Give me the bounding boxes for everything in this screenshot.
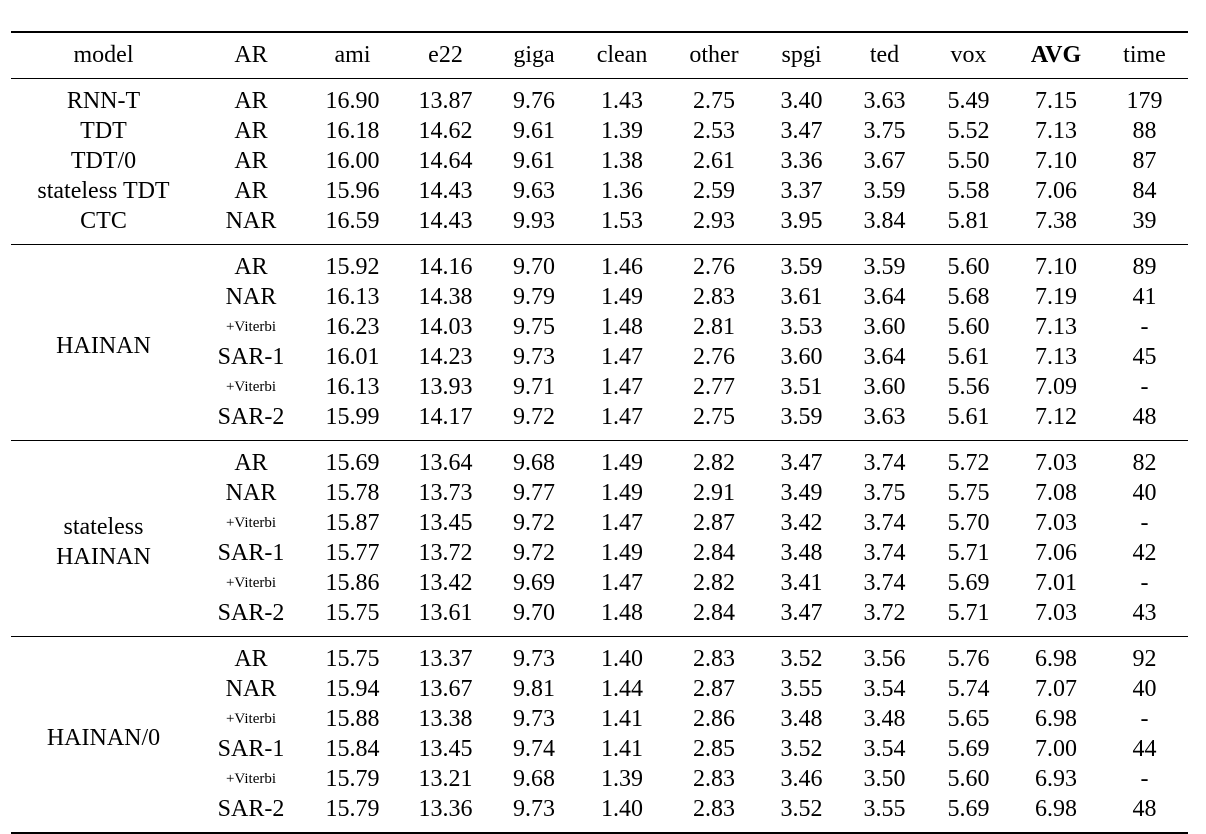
value-cell-spgi: 3.53	[780, 314, 823, 340]
value-cell-ted: 3.64	[863, 284, 906, 310]
value-cell-clean: 1.39	[601, 766, 643, 792]
results-table	[11, 31, 1188, 834]
value-cell-time: 48	[1132, 404, 1157, 430]
value-cell-giga: 9.73	[513, 344, 555, 370]
value-cell-other: 2.76	[693, 254, 735, 280]
row-group	[11, 79, 1188, 245]
value-cell-e22: 14.16	[418, 254, 473, 280]
value-cell-time: 45	[1132, 344, 1157, 370]
value-cell-avg: 7.06	[1035, 540, 1077, 566]
decoding-mode-cell: +Viterbi	[225, 575, 277, 591]
header-other: other	[668, 32, 760, 79]
value-cell-ami: 16.01	[325, 344, 380, 370]
value-cell-vox: 5.75	[947, 480, 990, 506]
value-cell-other: 2.76	[693, 344, 735, 370]
value-cell-giga: 9.81	[513, 676, 555, 702]
value-cell-spgi: 3.47	[780, 450, 823, 476]
value-cell-spgi: 3.42	[780, 510, 823, 536]
decoding-mode-cell: SAR-2	[217, 404, 285, 430]
value-cell-time: 92	[1132, 646, 1157, 672]
value-cell-ami: 15.77	[325, 540, 380, 566]
value-cell-spgi: 3.95	[780, 208, 823, 234]
value-cell-e22: 13.64	[418, 450, 473, 476]
table-row	[11, 176, 1188, 206]
value-cell-ted: 3.60	[863, 314, 906, 340]
value-cell-avg: 7.13	[1035, 344, 1077, 370]
value-cell-spgi: 3.37	[780, 178, 823, 204]
value-cell-ted: 3.75	[863, 118, 906, 144]
value-cell-ami: 15.92	[325, 254, 380, 280]
value-cell-time: 84	[1132, 178, 1157, 204]
value-cell-e22: 14.64	[418, 148, 473, 174]
header-ar: AR	[196, 32, 306, 79]
decoding-mode-cell: AR	[234, 178, 268, 204]
header-e22: e22	[399, 32, 492, 79]
value-cell-ami: 16.00	[325, 148, 380, 174]
value-cell-e22: 13.38	[418, 706, 473, 732]
value-cell-ted: 3.54	[863, 736, 906, 762]
value-cell-time: 43	[1132, 600, 1157, 626]
value-cell-avg: 7.12	[1035, 404, 1077, 430]
value-cell-e22: 13.42	[418, 570, 473, 596]
value-cell-ted: 3.56	[863, 646, 906, 672]
value-cell-avg: 6.93	[1035, 766, 1077, 792]
model-name-cell: TDT/0	[70, 148, 137, 174]
value-cell-vox: 5.58	[947, 178, 990, 204]
value-cell-clean: 1.40	[601, 796, 643, 822]
header-spgi: spgi	[760, 32, 843, 79]
value-cell-ami: 16.13	[325, 374, 380, 400]
row-group	[11, 245, 1188, 441]
value-cell-other: 2.82	[693, 450, 735, 476]
value-cell-ted: 3.84	[863, 208, 906, 234]
decoding-mode-cell: +Viterbi	[225, 379, 277, 395]
value-cell-spgi: 3.52	[780, 646, 823, 672]
value-cell-time: -	[1140, 314, 1149, 340]
value-cell-ted: 3.50	[863, 766, 906, 792]
value-cell-avg: 7.10	[1035, 148, 1077, 174]
value-cell-ami: 15.75	[325, 600, 380, 626]
value-cell-other: 2.84	[693, 540, 735, 566]
decoding-mode-cell: NAR	[225, 208, 277, 234]
value-cell-clean: 1.40	[601, 646, 643, 672]
value-cell-ami: 15.87	[325, 510, 380, 536]
table-row	[11, 206, 1188, 245]
value-cell-giga: 9.70	[513, 600, 555, 626]
value-cell-ted: 3.59	[863, 254, 906, 280]
value-cell-time: -	[1140, 374, 1149, 400]
value-cell-other: 2.83	[693, 646, 735, 672]
value-cell-vox: 5.72	[947, 450, 990, 476]
value-cell-spgi: 3.46	[780, 766, 823, 792]
value-cell-clean: 1.47	[601, 374, 643, 400]
value-cell-giga: 9.77	[513, 480, 555, 506]
value-cell-vox: 5.61	[947, 344, 990, 370]
value-cell-avg: 6.98	[1035, 706, 1077, 732]
value-cell-ted: 3.64	[863, 344, 906, 370]
value-cell-spgi: 3.47	[780, 118, 823, 144]
value-cell-clean: 1.49	[601, 540, 643, 566]
value-cell-ted: 3.74	[863, 450, 906, 476]
value-cell-giga: 9.69	[513, 570, 555, 596]
table-row	[11, 79, 1188, 117]
table-row	[11, 116, 1188, 146]
table-row	[11, 441, 1188, 479]
model-name-cell: stateless TDT	[37, 178, 170, 204]
value-cell-ted: 3.74	[863, 540, 906, 566]
model-name-cell: CTC	[80, 208, 127, 234]
value-cell-spgi: 3.52	[780, 796, 823, 822]
value-cell-spgi: 3.40	[780, 88, 823, 114]
value-cell-e22: 13.36	[418, 796, 473, 822]
value-cell-giga: 9.72	[513, 540, 555, 566]
value-cell-vox: 5.76	[947, 646, 990, 672]
header-model: model	[11, 32, 196, 79]
decoding-mode-cell: +Viterbi	[225, 515, 277, 531]
value-cell-giga: 9.68	[513, 766, 555, 792]
value-cell-vox: 5.56	[947, 374, 990, 400]
value-cell-e22: 13.45	[418, 736, 473, 762]
value-cell-time: 179	[1126, 88, 1163, 114]
decoding-mode-cell: SAR-1	[217, 344, 285, 370]
value-cell-time: -	[1140, 570, 1149, 596]
decoding-mode-cell: AR	[234, 646, 268, 672]
value-cell-e22: 14.23	[418, 344, 473, 370]
decoding-mode-cell: +Viterbi	[225, 771, 277, 787]
value-cell-spgi: 3.51	[780, 374, 823, 400]
decoding-mode-cell: AR	[234, 118, 268, 144]
value-cell-giga: 9.75	[513, 314, 555, 340]
header-avg: AVG	[1011, 32, 1101, 79]
value-cell-other: 2.86	[693, 706, 735, 732]
value-cell-ami: 15.84	[325, 736, 380, 762]
value-cell-vox: 5.50	[947, 148, 990, 174]
value-cell-spgi: 3.49	[780, 480, 823, 506]
value-cell-giga: 9.61	[513, 118, 555, 144]
value-cell-ted: 3.59	[863, 178, 906, 204]
value-cell-clean: 1.47	[601, 404, 643, 430]
value-cell-avg: 7.09	[1035, 374, 1077, 400]
value-cell-vox: 5.71	[947, 600, 990, 626]
value-cell-other: 2.93	[693, 208, 735, 234]
value-cell-spgi: 3.59	[780, 404, 823, 430]
value-cell-clean: 1.36	[601, 178, 643, 204]
value-cell-clean: 1.44	[601, 676, 643, 702]
value-cell-giga: 9.70	[513, 254, 555, 280]
value-cell-avg: 7.10	[1035, 254, 1077, 280]
table-row	[11, 245, 1188, 283]
value-cell-other: 2.87	[693, 676, 735, 702]
value-cell-avg: 6.98	[1035, 646, 1077, 672]
value-cell-giga: 9.76	[513, 88, 555, 114]
value-cell-vox: 5.52	[947, 118, 990, 144]
value-cell-e22: 14.43	[418, 208, 473, 234]
value-cell-other: 2.83	[693, 284, 735, 310]
value-cell-ami: 15.88	[325, 706, 380, 732]
value-cell-other: 2.82	[693, 570, 735, 596]
value-cell-ami: 15.94	[325, 676, 380, 702]
decoding-mode-cell: SAR-1	[217, 540, 285, 566]
value-cell-other: 2.53	[693, 118, 735, 144]
value-cell-other: 2.75	[693, 88, 735, 114]
value-cell-avg: 7.07	[1035, 676, 1077, 702]
header-vox: vox	[926, 32, 1011, 79]
decoding-mode-cell: AR	[234, 148, 268, 174]
value-cell-e22: 13.45	[418, 510, 473, 536]
value-cell-other: 2.83	[693, 796, 735, 822]
value-cell-time: 44	[1132, 736, 1157, 762]
decoding-mode-cell: +Viterbi	[225, 319, 277, 335]
table-row	[11, 637, 1188, 675]
value-cell-spgi: 3.52	[780, 736, 823, 762]
value-cell-giga: 9.73	[513, 646, 555, 672]
table-header	[11, 32, 1188, 79]
value-cell-e22: 14.38	[418, 284, 473, 310]
value-cell-ted: 3.67	[863, 148, 906, 174]
value-cell-giga: 9.71	[513, 374, 555, 400]
value-cell-time: 88	[1132, 118, 1157, 144]
value-cell-vox: 5.81	[947, 208, 990, 234]
value-cell-clean: 1.49	[601, 450, 643, 476]
value-cell-spgi: 3.59	[780, 254, 823, 280]
value-cell-clean: 1.49	[601, 284, 643, 310]
value-cell-giga: 9.63	[513, 178, 555, 204]
value-cell-e22: 13.21	[418, 766, 473, 792]
value-cell-avg: 7.08	[1035, 480, 1077, 506]
value-cell-ted: 3.74	[863, 570, 906, 596]
model-name-cell: RNN-T	[66, 88, 141, 114]
value-cell-ted: 3.48	[863, 706, 906, 732]
value-cell-avg: 7.38	[1035, 208, 1077, 234]
value-cell-avg: 7.00	[1035, 736, 1077, 762]
model-name-cell: TDT	[80, 118, 127, 144]
value-cell-clean: 1.53	[601, 208, 643, 234]
value-cell-e22: 13.87	[418, 88, 473, 114]
value-cell-e22: 13.37	[418, 646, 473, 672]
value-cell-vox: 5.60	[947, 766, 990, 792]
decoding-mode-cell: NAR	[225, 480, 277, 506]
value-cell-ted: 3.75	[863, 480, 906, 506]
model-name-cell	[11, 441, 196, 637]
header-time: time	[1101, 32, 1188, 79]
value-cell-other: 2.91	[693, 480, 735, 506]
header-ami: ami	[306, 32, 399, 79]
header-giga: giga	[492, 32, 576, 79]
value-cell-e22: 14.17	[418, 404, 473, 430]
value-cell-clean: 1.43	[601, 88, 643, 114]
value-cell-avg: 7.03	[1035, 450, 1077, 476]
value-cell-time: 42	[1132, 540, 1157, 566]
header-row	[11, 32, 1188, 79]
value-cell-avg: 7.06	[1035, 178, 1077, 204]
value-cell-vox: 5.69	[947, 570, 990, 596]
value-cell-clean: 1.41	[601, 736, 643, 762]
model-name-line: HAINAN	[56, 544, 151, 570]
value-cell-time: -	[1140, 706, 1149, 732]
value-cell-giga: 9.73	[513, 706, 555, 732]
value-cell-clean: 1.47	[601, 344, 643, 370]
value-cell-ami: 16.13	[325, 284, 380, 310]
value-cell-avg: 7.13	[1035, 314, 1077, 340]
value-cell-ami: 15.75	[325, 646, 380, 672]
value-cell-avg: 7.19	[1035, 284, 1077, 310]
decoding-mode-cell: AR	[234, 450, 268, 476]
value-cell-ted: 3.63	[863, 404, 906, 430]
value-cell-spgi: 3.48	[780, 706, 823, 732]
value-cell-avg: 7.01	[1035, 570, 1077, 596]
value-cell-ami: 15.99	[325, 404, 380, 430]
value-cell-giga: 9.72	[513, 404, 555, 430]
value-cell-time: -	[1140, 510, 1149, 536]
decoding-mode-cell: AR	[234, 254, 268, 280]
value-cell-giga: 9.93	[513, 208, 555, 234]
value-cell-spgi: 3.55	[780, 676, 823, 702]
value-cell-vox: 5.71	[947, 540, 990, 566]
value-cell-giga: 9.68	[513, 450, 555, 476]
value-cell-ami: 16.18	[325, 118, 380, 144]
value-cell-spgi: 3.41	[780, 570, 823, 596]
value-cell-giga: 9.79	[513, 284, 555, 310]
decoding-mode-cell: NAR	[225, 284, 277, 310]
value-cell-avg: 7.03	[1035, 600, 1077, 626]
value-cell-other: 2.84	[693, 600, 735, 626]
value-cell-avg: 7.03	[1035, 510, 1077, 536]
value-cell-e22: 14.62	[418, 118, 473, 144]
value-cell-time: 89	[1132, 254, 1157, 280]
decoding-mode-cell: SAR-1	[217, 736, 285, 762]
value-cell-other: 2.59	[693, 178, 735, 204]
value-cell-ami: 15.96	[325, 178, 380, 204]
value-cell-vox: 5.74	[947, 676, 990, 702]
value-cell-e22: 13.72	[418, 540, 473, 566]
header-ted: ted	[843, 32, 926, 79]
model-name-line: stateless	[63, 514, 144, 540]
value-cell-vox: 5.68	[947, 284, 990, 310]
value-cell-giga: 9.74	[513, 736, 555, 762]
value-cell-ami: 15.86	[325, 570, 380, 596]
value-cell-avg: 7.15	[1035, 88, 1077, 114]
row-group	[11, 441, 1188, 637]
value-cell-other: 2.83	[693, 766, 735, 792]
value-cell-ami: 16.59	[325, 208, 380, 234]
value-cell-time: 40	[1132, 480, 1157, 506]
value-cell-spgi: 3.47	[780, 600, 823, 626]
value-cell-vox: 5.65	[947, 706, 990, 732]
value-cell-vox: 5.49	[947, 88, 990, 114]
model-name-cell	[11, 637, 196, 834]
value-cell-ami: 15.78	[325, 480, 380, 506]
value-cell-vox: 5.61	[947, 404, 990, 430]
value-cell-e22: 13.67	[418, 676, 473, 702]
value-cell-ted: 3.55	[863, 796, 906, 822]
value-cell-ami: 16.90	[325, 88, 380, 114]
value-cell-e22: 13.73	[418, 480, 473, 506]
value-cell-time: 82	[1132, 450, 1157, 476]
decoding-mode-cell: +Viterbi	[225, 711, 277, 727]
value-cell-time: 41	[1132, 284, 1157, 310]
table-row	[11, 146, 1188, 176]
value-cell-spgi: 3.60	[780, 344, 823, 370]
value-cell-spgi: 3.48	[780, 540, 823, 566]
value-cell-giga: 9.61	[513, 148, 555, 174]
value-cell-avg: 7.13	[1035, 118, 1077, 144]
value-cell-vox: 5.60	[947, 254, 990, 280]
value-cell-spgi: 3.36	[780, 148, 823, 174]
value-cell-ted: 3.72	[863, 600, 906, 626]
value-cell-clean: 1.48	[601, 314, 643, 340]
value-cell-time: 48	[1132, 796, 1157, 822]
value-cell-e22: 14.03	[418, 314, 473, 340]
header-clean: clean	[576, 32, 668, 79]
value-cell-other: 2.85	[693, 736, 735, 762]
value-cell-clean: 1.48	[601, 600, 643, 626]
value-cell-clean: 1.47	[601, 570, 643, 596]
value-cell-ted: 3.60	[863, 374, 906, 400]
value-cell-time: 40	[1132, 676, 1157, 702]
value-cell-vox: 5.70	[947, 510, 990, 536]
value-cell-e22: 13.61	[418, 600, 473, 626]
decoding-mode-cell: SAR-2	[217, 796, 285, 822]
value-cell-other: 2.61	[693, 148, 735, 174]
value-cell-time: 39	[1132, 208, 1157, 234]
value-cell-clean: 1.47	[601, 510, 643, 536]
value-cell-other: 2.81	[693, 314, 735, 340]
model-name-line: HAINAN/0	[46, 725, 161, 751]
value-cell-e22: 14.43	[418, 178, 473, 204]
value-cell-e22: 13.93	[418, 374, 473, 400]
value-cell-clean: 1.41	[601, 706, 643, 732]
row-group	[11, 637, 1188, 834]
value-cell-other: 2.75	[693, 404, 735, 430]
value-cell-clean: 1.49	[601, 480, 643, 506]
value-cell-time: -	[1140, 766, 1149, 792]
value-cell-avg: 6.98	[1035, 796, 1077, 822]
decoding-mode-cell: NAR	[225, 676, 277, 702]
value-cell-vox: 5.69	[947, 796, 990, 822]
value-cell-other: 2.87	[693, 510, 735, 536]
value-cell-giga: 9.73	[513, 796, 555, 822]
value-cell-ami: 15.69	[325, 450, 380, 476]
value-cell-giga: 9.72	[513, 510, 555, 536]
value-cell-time: 87	[1132, 148, 1157, 174]
value-cell-ted: 3.74	[863, 510, 906, 536]
decoding-mode-cell: AR	[234, 88, 268, 114]
value-cell-clean: 1.46	[601, 254, 643, 280]
decoding-mode-cell: SAR-2	[217, 600, 285, 626]
value-cell-other: 2.77	[693, 374, 735, 400]
value-cell-vox: 5.60	[947, 314, 990, 340]
value-cell-ted: 3.54	[863, 676, 906, 702]
model-name-cell	[11, 245, 196, 441]
value-cell-ted: 3.63	[863, 88, 906, 114]
value-cell-ami: 15.79	[325, 796, 380, 822]
value-cell-spgi: 3.61	[780, 284, 823, 310]
value-cell-ami: 16.23	[325, 314, 380, 340]
value-cell-clean: 1.38	[601, 148, 643, 174]
value-cell-clean: 1.39	[601, 118, 643, 144]
model-name-line: HAINAN	[56, 333, 151, 359]
value-cell-ami: 15.79	[325, 766, 380, 792]
value-cell-vox: 5.69	[947, 736, 990, 762]
